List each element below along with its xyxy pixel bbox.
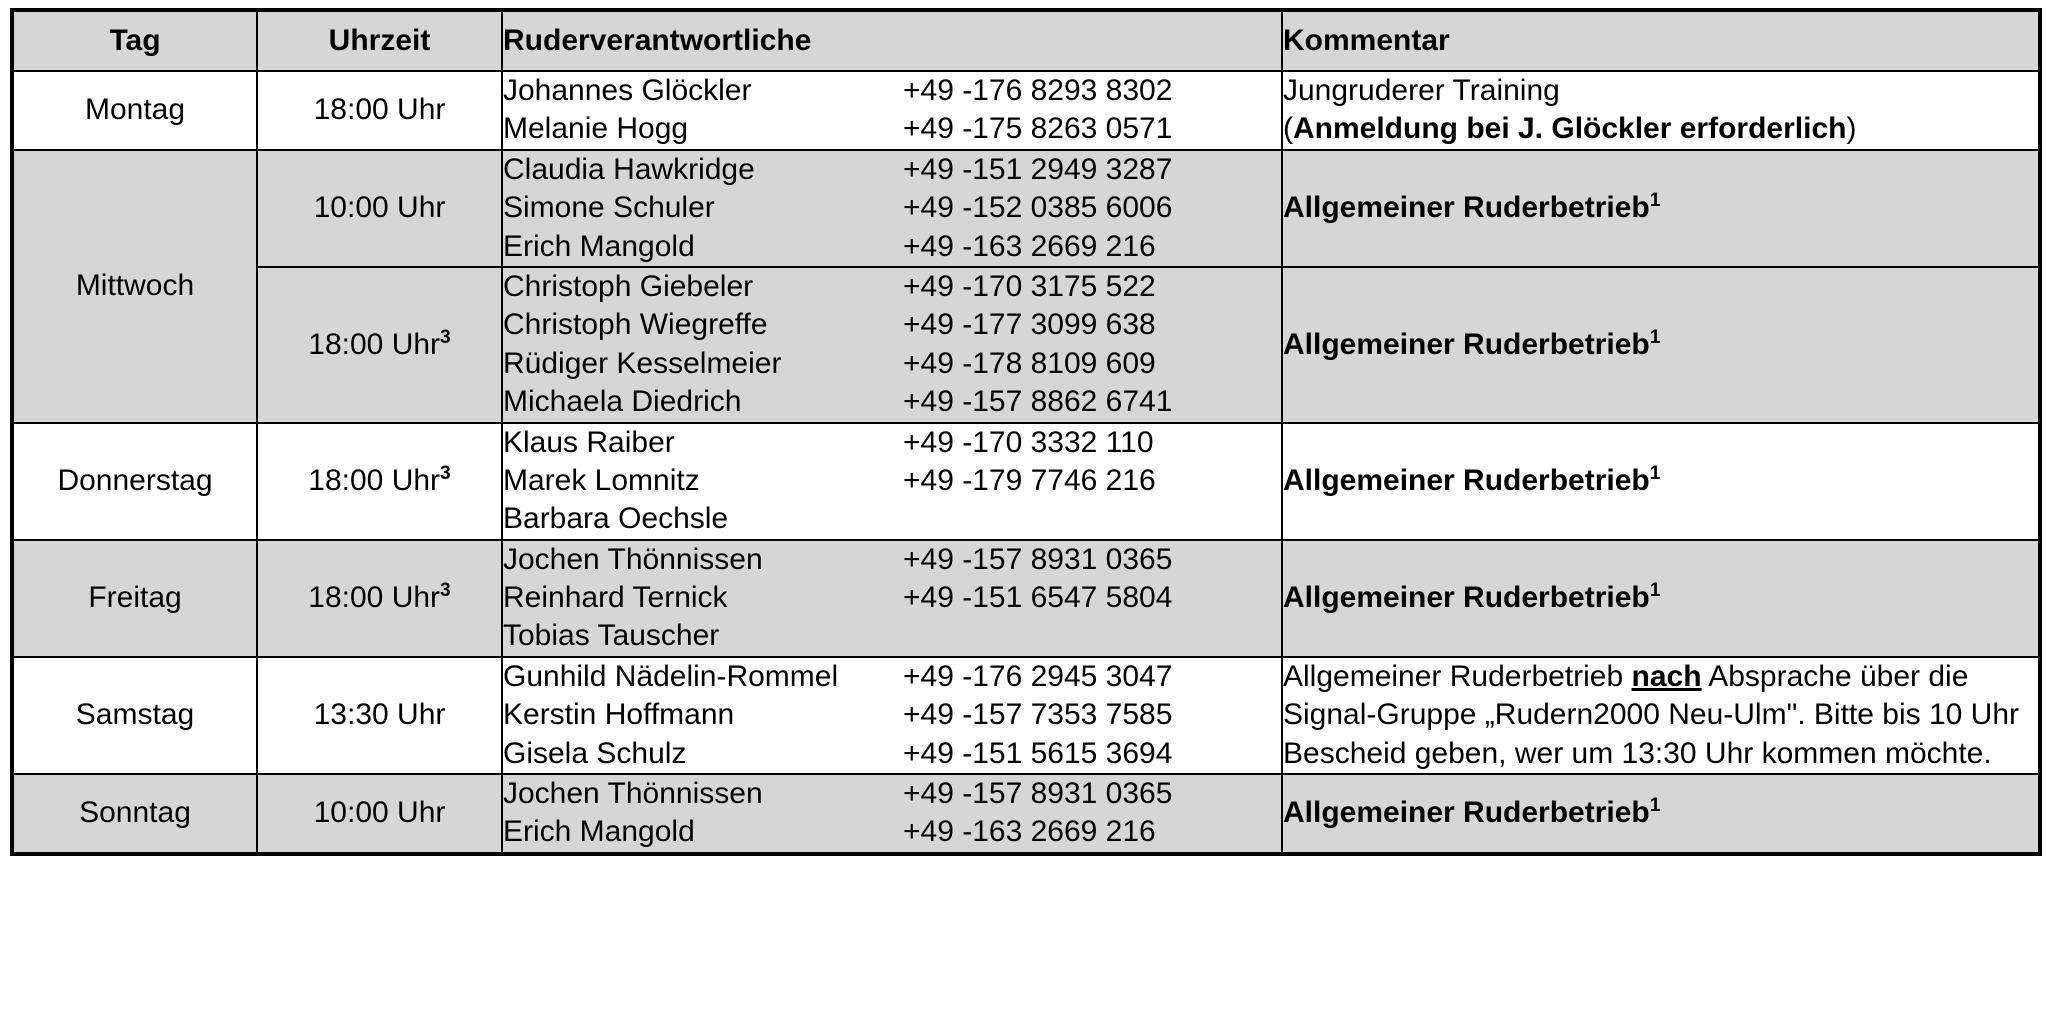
- comment-line: (Anmeldung bei J. Glöckler erforderlich): [1283, 112, 1857, 146]
- column-header-people: Ruderverantwortliche: [502, 10, 1282, 71]
- person-phone: +49 -151 2949 3287: [903, 152, 1173, 186]
- comment-strong: Allgemeiner Ruderbetrieb: [1283, 796, 1650, 830]
- person-name: Tobias Tauscher: [503, 619, 720, 653]
- person-name: Melanie Hogg: [503, 112, 689, 146]
- person-name: Erich Mangold: [503, 229, 695, 263]
- comment-line: [1283, 579, 2038, 617]
- cell-time: 13:30 Uhr: [257, 657, 502, 774]
- cell-comment: [1282, 423, 2040, 540]
- comment-footnote-marker: 1: [1649, 190, 1661, 212]
- comment-line: [1283, 326, 2038, 364]
- table-row: [12, 267, 2040, 423]
- person-phone: +49 -170 3175 522: [903, 269, 1156, 303]
- cell-day: Freitag: [12, 540, 257, 657]
- person-name: Gisela Schulz: [503, 736, 687, 770]
- person-entry: [503, 813, 1281, 851]
- cell-people: [502, 71, 1282, 150]
- cell-time: 18:00 Uhr$^3$: [257, 423, 502, 540]
- person-entry: [503, 110, 1281, 148]
- table-header: [12, 10, 2040, 71]
- person-name: Erich Mangold: [503, 815, 695, 849]
- person-entry: [503, 617, 1281, 655]
- person-phone: +49 -157 8931 0365: [903, 542, 1173, 576]
- person-name: Marek Lomnitz: [503, 463, 700, 497]
- person-name: Claudia Hawkridge: [503, 152, 755, 186]
- person-name: Kerstin Hoffmann: [503, 698, 735, 732]
- person-phone: [903, 617, 1281, 655]
- table-row: [12, 423, 2040, 540]
- cell-comment: [1282, 267, 2040, 423]
- person-phone: +49 -157 8862 6741: [903, 385, 1173, 419]
- time-footnote-marker: 3: [440, 326, 451, 348]
- table-row: [12, 150, 2040, 267]
- table-row: [12, 540, 2040, 657]
- table-header-row: [12, 10, 2040, 71]
- cell-people: [502, 150, 1282, 267]
- cell-comment: [1282, 71, 2040, 150]
- comment-footnote-marker: 1: [1649, 795, 1661, 817]
- cell-time: 18:00 Uhr: [257, 71, 502, 150]
- person-entry: [503, 424, 1281, 462]
- person-name: Gunhild Nädelin-Rommel: [503, 659, 839, 693]
- comment-strong: Allgemeiner Ruderbetrieb: [1283, 191, 1650, 225]
- column-header-time: Uhrzeit: [257, 10, 502, 71]
- person-entry: [503, 696, 1281, 734]
- table-body: [12, 71, 2040, 854]
- cell-day: Sonntag: [12, 774, 257, 854]
- person-entry: [503, 268, 1281, 306]
- person-phone: +49 -170 3332 110: [903, 425, 1154, 459]
- person-name: Simone Schuler: [503, 191, 715, 225]
- person-list: [503, 775, 1281, 852]
- comment-line: [1283, 794, 2038, 832]
- person-list: [503, 658, 1281, 773]
- cell-time: 18:00 Uhr$^3$: [257, 267, 502, 423]
- cell-day: Samstag: [12, 657, 257, 774]
- person-phone: +49 -175 8263 0571: [903, 112, 1173, 146]
- cell-people: [502, 540, 1282, 657]
- person-name: Rüdiger Kesselmeier: [503, 346, 782, 380]
- comment-strong: Allgemeiner Ruderbetrieb: [1283, 581, 1650, 615]
- cell-time: 10:00 Uhr: [257, 774, 502, 854]
- cell-time: 18:00 Uhr$^3$: [257, 540, 502, 657]
- person-phone: +49 -176 2945 3047: [903, 659, 1173, 693]
- person-list: [503, 72, 1281, 149]
- person-entry: [503, 579, 1281, 617]
- person-entry: [503, 383, 1281, 421]
- person-entry: [503, 345, 1281, 383]
- comment-line: [1283, 72, 2038, 110]
- person-entry: [503, 151, 1281, 189]
- cell-day: Montag: [12, 71, 257, 150]
- person-entry: [503, 228, 1281, 266]
- cell-comment: [1282, 657, 2040, 774]
- person-name: Johannes Glöckler: [503, 74, 752, 107]
- table-row: [12, 657, 2040, 774]
- comment-footnote-marker: 1: [1649, 326, 1661, 348]
- cell-people: [502, 267, 1282, 423]
- table-row: [12, 774, 2040, 854]
- time-footnote-marker: 3: [440, 463, 451, 485]
- person-name: Michaela Diedrich: [503, 385, 742, 419]
- person-phone: +49 -151 5615 3694: [903, 736, 1173, 770]
- person-name: Christoph Giebeler: [503, 269, 754, 303]
- person-phone: +49 -157 8931 0365: [903, 777, 1173, 811]
- person-list: [503, 151, 1281, 266]
- cell-time: 10:00 Uhr: [257, 150, 502, 267]
- person-phone: +49 -157 7353 7585: [903, 698, 1173, 732]
- comment-line: [1283, 189, 2038, 227]
- cell-comment: [1282, 774, 2040, 854]
- column-header-comment: Kommentar: [1282, 10, 2040, 71]
- person-name: Jochen Thönnissen: [503, 542, 763, 576]
- cell-comment: [1282, 540, 2040, 657]
- person-phone: +49 -178 8109 609: [903, 346, 1156, 380]
- comment-strong: Allgemeiner Ruderbetrieb: [1283, 463, 1650, 497]
- person-list: [503, 541, 1281, 656]
- person-entry: [503, 462, 1281, 500]
- person-phone: [903, 500, 1281, 538]
- comment-footnote-marker: 1: [1649, 462, 1661, 484]
- person-entry: [503, 658, 1281, 696]
- cell-comment: [1282, 150, 2040, 267]
- cell-people: [502, 423, 1282, 540]
- comment-line: [1283, 462, 2038, 500]
- comment-strong: Jungruderer Training: [1283, 74, 1560, 107]
- person-phone: +49 -179 7746 216: [903, 463, 1156, 497]
- person-entry: [503, 72, 1281, 110]
- person-phone: +49 -163 2669 216: [903, 229, 1156, 263]
- person-entry: [503, 306, 1281, 344]
- person-phone: +49 -176 8293 8302: [903, 74, 1173, 107]
- cell-people: [502, 774, 1282, 854]
- person-name: Jochen Thönnissen: [503, 777, 763, 811]
- person-entry: [503, 541, 1281, 579]
- person-name: Klaus Raiber: [503, 425, 675, 459]
- person-list: [503, 268, 1281, 422]
- time-footnote-marker: 3: [440, 580, 451, 602]
- person-entry: [503, 500, 1281, 538]
- person-phone: +49 -151 6547 5804: [903, 581, 1173, 615]
- rowing-schedule-table: [10, 8, 2042, 856]
- person-entry: [503, 735, 1281, 773]
- comment-strong: Anmeldung bei J. Glöckler erforderlich: [1293, 112, 1847, 146]
- comment-text: Allgemeiner Ruderbetrieb nach Absprache über die Signal-Gruppe „Rudern2000 Neu-Ulm". Bitte bis 10 Uhr Bescheid geben, wer um 13:30 Uhr kommen möchte.: [1283, 659, 2019, 770]
- comment-footnote-marker: 1: [1649, 580, 1661, 602]
- cell-people: [502, 657, 1282, 774]
- comment-emphasis: nach: [1631, 659, 1702, 693]
- person-name: Christoph Wiegreffe: [503, 308, 768, 342]
- person-name: Reinhard Ternick: [503, 581, 728, 615]
- person-list: [503, 424, 1281, 539]
- cell-day: Donnerstag: [12, 423, 257, 540]
- person-entry: [503, 775, 1281, 813]
- person-name: Barbara Oechsle: [503, 502, 729, 536]
- column-header-day: Tag: [12, 10, 257, 71]
- table-row: [12, 71, 2040, 150]
- person-entry: [503, 189, 1281, 227]
- cell-day: Mittwoch: [12, 150, 257, 423]
- person-phone: +49 -152 0385 6006: [903, 191, 1173, 225]
- person-phone: +49 -177 3099 638: [903, 308, 1156, 342]
- person-phone: +49 -163 2669 216: [903, 815, 1156, 849]
- comment-strong: Allgemeiner Ruderbetrieb: [1283, 327, 1650, 361]
